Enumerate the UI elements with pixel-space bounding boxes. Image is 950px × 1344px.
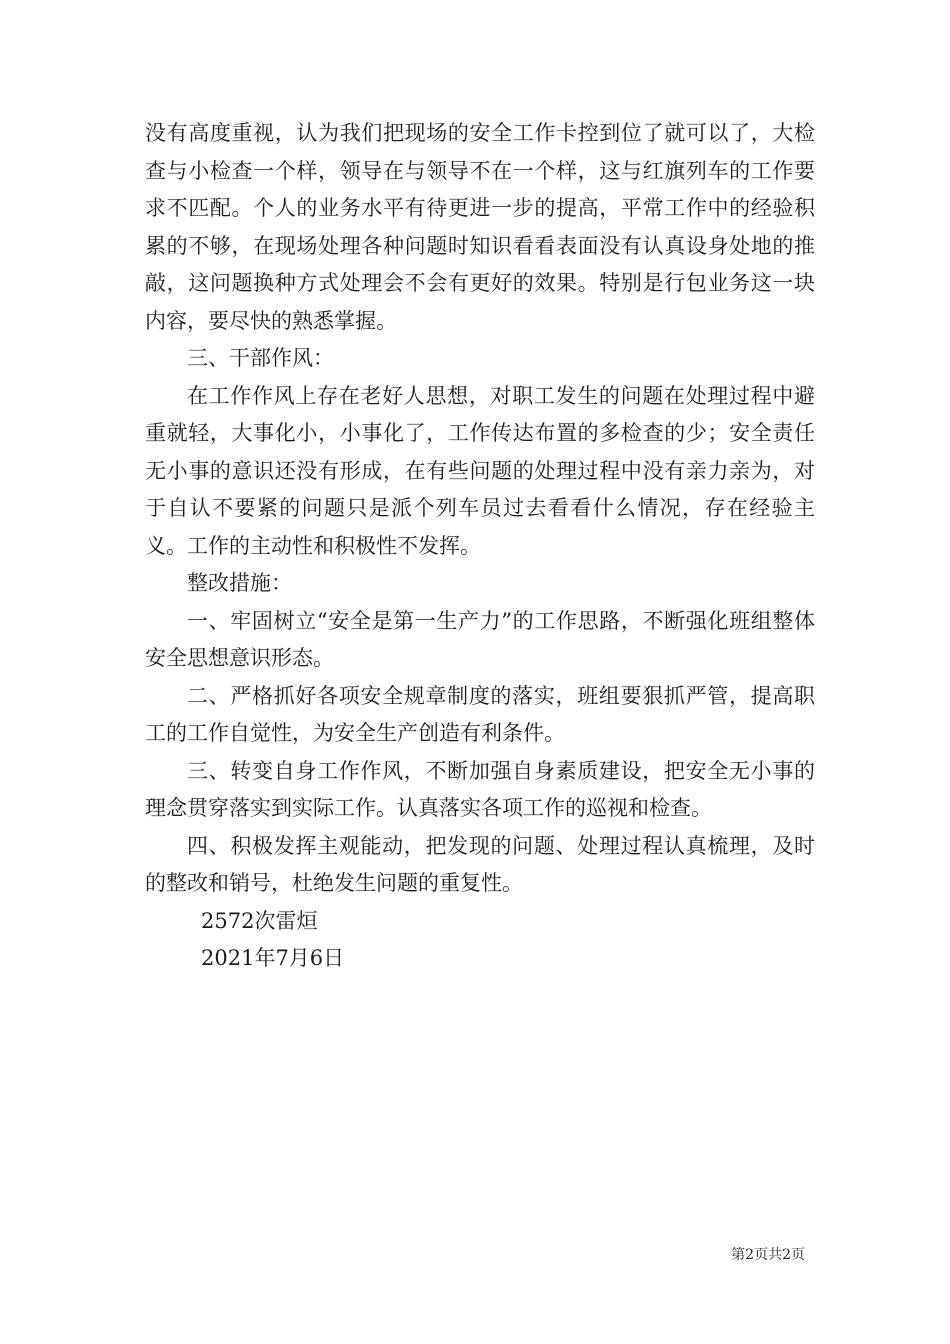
measure-item-1: 一、牢固树立“安全是第一生产力”的工作思路，不断强化班组整体安全思想意识形态。: [145, 608, 815, 670]
document-body: [145, 115, 815, 978]
measure-item-2: 二、严格抓好各项安全规章制度的落实，班组要狠抓严管，提高职工的工作自觉性，为安全生产创造有利条件。: [145, 683, 815, 745]
paragraph-cadre-style: 在工作作风上存在老好人思想，对职工发生的问题在处理过程中避重就轻，大事化小，小事化了，工作传达布置的多检查的少；安全责任无小事的意识还没有形成，在有些问题的处理过程中没有亲力亲为，对于自认不要紧的问题只是派个列车员过去看看什么情况，存在经验主义。工作的主动性和积极性不发挥。: [145, 383, 815, 558]
section-heading-cadre-style: 三、干部作风：: [187, 346, 334, 370]
signature-date: 2021年7月6日: [201, 946, 345, 970]
signature: 2572次雷烜: [201, 908, 318, 933]
measure-item-3: 三、转变自身工作作风，不断加强自身素质建设，把安全无小事的理念贯穿落实到实际工作。认真落实各项工作的巡视和检查。: [145, 758, 815, 820]
page-number-footer: 第2页共2页: [731, 1247, 805, 1263]
measure-item-4: 四、积极发挥主观能动，把发现的问题、处理过程认真梳理，及时的整改和销号，杜绝发生问题的重复性。: [145, 833, 815, 895]
section-heading-measures: 整改措施：: [187, 571, 292, 595]
paragraph-continuation: 没有高度重视，认为我们把现场的安全工作卡控到位了就可以了，大检查与小检查一个样，领导在与领导不在一个样，这与红旗列车的工作要求不匹配。个人的业务水平有待更进一步的提高，平常工作中的经验积累的不够，在现场处理各种问题时知识看看表面没有认真设身处地的推敲，这问题换种方式处理会不会有更好的效果。特别是行包业务这一块内容，要尽快的熟悉掌握。: [145, 121, 815, 333]
